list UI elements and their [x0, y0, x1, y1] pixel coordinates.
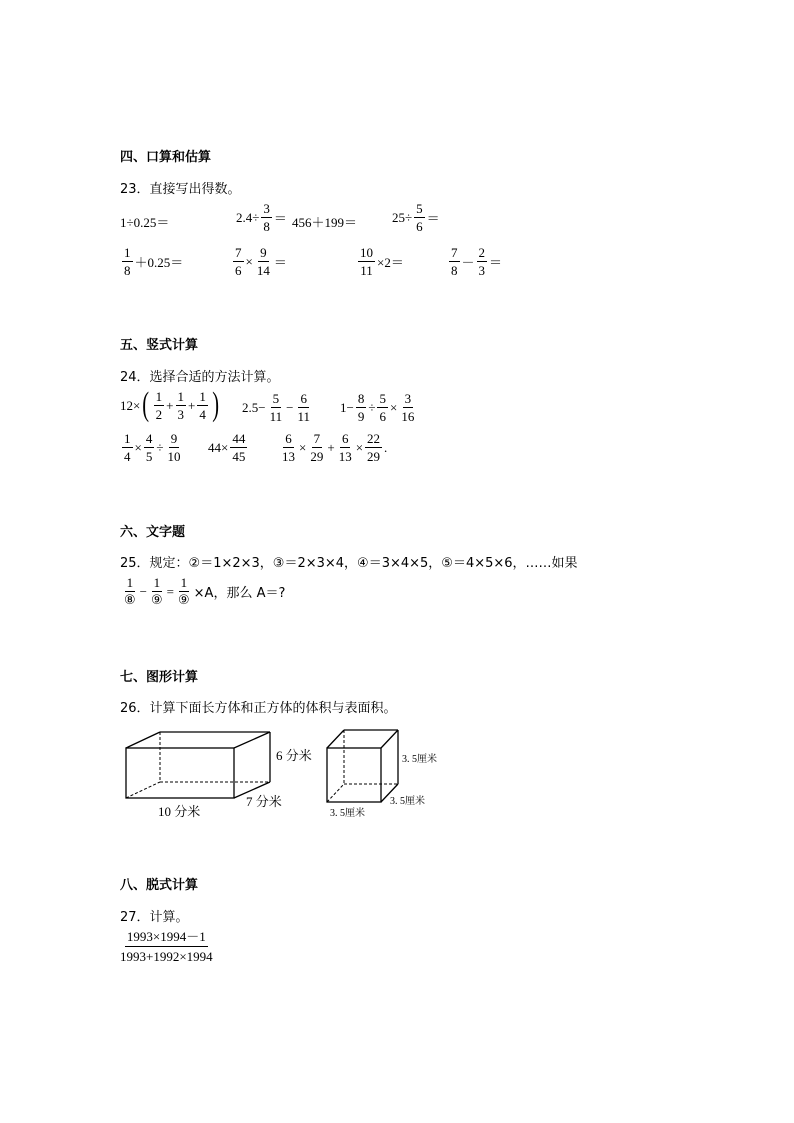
- question-23-prompt: 23．直接写出得数。: [120, 182, 241, 197]
- q27-fraction: 1993×1994－1 1993+1992×1994: [120, 929, 213, 964]
- section-title-7: 七、图形计算: [120, 670, 199, 685]
- q24-expr-4: $\frac{1}{4}$ × $\frac{4}{5}$ ÷ $\frac{9}{10}$: [124, 431, 181, 464]
- cuboid-length-label: 10 分米: [158, 804, 201, 819]
- question-25-line1: 25．规定：②＝1×2×3，③＝2×3×4，④＝3×4×5，⑤＝4×5×6，……如果: [120, 556, 578, 571]
- q23-expr-8: 7 8 － 2 3 ＝: [451, 245, 503, 278]
- cuboid-height-label: 6 分米: [276, 748, 312, 763]
- section-title-6: 六、文字题: [120, 525, 186, 540]
- question-27-prompt: 27．计算。: [120, 910, 189, 925]
- q25-expr: 1 ⑧ − 1 ⑨ = 1 ⑨ ×A，那么 A＝?: [124, 575, 286, 608]
- question-26-prompt: 26．计算下面长方体和正方体的体积与表面积。: [120, 701, 397, 716]
- q24-expr-1: 12× ( 1 2 + $\frac{1}{3}$ + $\frac{1}{4}$ ): [120, 386, 219, 424]
- q24-expr-2: 2.5− $\frac{5}{11}$ − $\frac{6}{11}$: [242, 391, 310, 424]
- section-title-5: 五、竖式计算: [120, 338, 199, 353]
- section-title-8: 八、脱式计算: [120, 878, 199, 893]
- cube-figure: [324, 726, 454, 822]
- question-24-prompt: 24．选择合适的方法计算。: [120, 370, 280, 385]
- q23-expr-7: $\frac{10}{11}$ ×2＝: [360, 245, 404, 278]
- section-title-4: 四、口算和估算: [120, 150, 212, 165]
- q23-expr-4: 25÷ $\frac{5}{6}$ ＝: [392, 201, 440, 234]
- q23-expr-3: 456＋199＝: [292, 215, 358, 230]
- cuboid-figure: [118, 726, 323, 826]
- q24-expr-5: 44× $\frac{44}{45}$: [208, 431, 246, 464]
- q24-expr-6: $\frac{6}{13}$ × $\frac{7}{29}$ + $\frac{6}{13}$ × $\frac{22}{29}$ .: [282, 431, 388, 464]
- cube-side-label-2: 3. 5厘米: [390, 796, 425, 807]
- q23-expr-6: $\frac{7}{6}$ × $\frac{9}{14}$ ＝: [235, 245, 287, 278]
- q23-expr-5: 1 8 ＋0.25＝: [124, 245, 184, 278]
- cuboid-width-label: 7 分米: [246, 794, 282, 809]
- q23-expr-1: 1÷0.25＝: [120, 215, 170, 230]
- cube-side-label-1: 3. 5厘米: [402, 754, 437, 765]
- cube-side-label-3: 3. 5厘米: [330, 808, 365, 819]
- q23-expr-2: 2.4÷ $\frac{3}{8}$ ＝: [236, 201, 287, 234]
- q24-expr-3: 1− $\frac{8}{9}$ ÷ $\frac{5}{6}$ × $\frac{3}{16}$: [340, 391, 415, 424]
